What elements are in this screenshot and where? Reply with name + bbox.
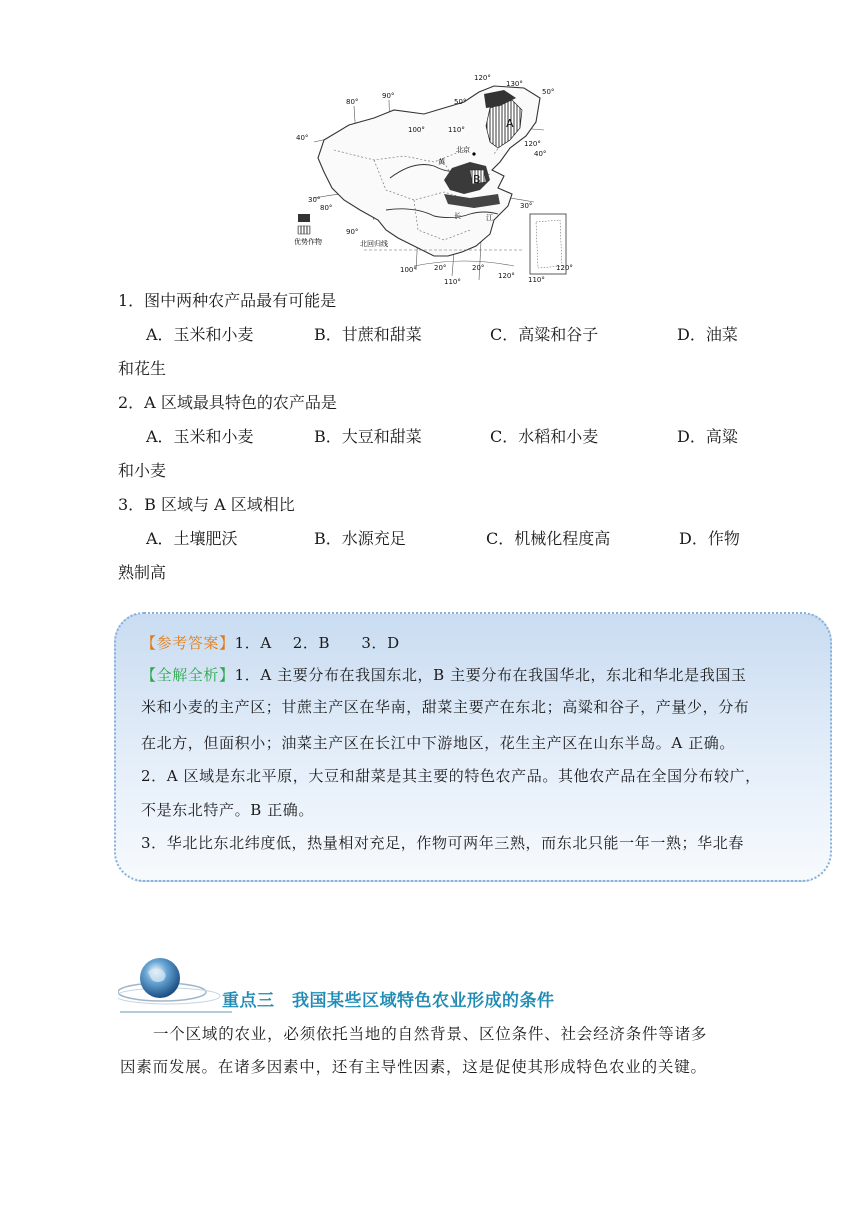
question-2-option-a: A．玉米和小麦 (146, 427, 254, 446)
svg-text:50°: 50° (454, 98, 467, 106)
svg-text:20°: 20° (472, 264, 485, 272)
answer-line (141, 632, 400, 654)
svg-text:120°: 120° (498, 272, 515, 280)
section-underline (120, 1011, 232, 1013)
region-b-label: B (473, 173, 481, 186)
svg-text:120°: 120° (556, 264, 573, 272)
region-a-label: A (506, 117, 514, 130)
svg-text:120°: 120° (474, 74, 491, 82)
analysis-text-1: 1．A 主要分布在我国东北，B 主要分布在我国华北，东北和华北是我国玉 (234, 666, 747, 684)
question-1-stem: 1．图中两种农产品最有可能是 (118, 291, 337, 310)
svg-text:100°: 100° (408, 126, 425, 134)
section-paragraph-line-2: 因素而发展。在诸多因素中，还有主导性因素，这是促使其形成特色农业的关键。 (120, 1058, 707, 1076)
legend-label: 优势作物 (294, 238, 322, 246)
analysis-line-3: 在北方，但面积小；油菜主产区在长江中下游地区，花生主产区在山东半岛。A 正确。 (141, 734, 736, 752)
section-paragraph-line-1: 一个区域的农业，必须依托当地的自然背景、区位条件、社会经济条件等诸多 (153, 1025, 708, 1043)
question-1-option-a: A．玉米和小麦 (146, 325, 254, 344)
question-2-option-b: B．大豆和甜菜 (314, 427, 422, 446)
svg-text:30°: 30° (520, 202, 533, 210)
legend-solid (298, 214, 310, 222)
analysis-line-1 (141, 664, 747, 686)
river-chang-1: 长 (454, 212, 461, 220)
question-2-continuation: 和小麦 (118, 461, 167, 480)
question-2-option-c: C．水稻和小麦 (490, 427, 599, 446)
svg-text:50°: 50° (542, 88, 555, 96)
svg-text:40°: 40° (534, 150, 547, 158)
analysis-line-4: 2．A 区域是东北平原，大豆和甜菜是其主要的特色农产品。其他农产品在全国分布较广， (141, 767, 761, 785)
svg-text:80°: 80° (346, 98, 359, 106)
svg-text:20°: 20° (434, 264, 447, 272)
svg-text:90°: 90° (346, 228, 359, 236)
analysis-line-2: 米和小麦的主产区；甘蔗主产区在华南，甜菜主要产在东北；高粱和谷子，产量少，分布 (141, 698, 750, 716)
svg-text:130°: 130° (506, 80, 523, 88)
question-3-option-d: D．作物 (679, 529, 740, 548)
section-title: 重点三 我国某些区域特色农业形成的条件 (222, 991, 555, 1011)
river-huang: 黄 (438, 158, 445, 166)
svg-text:80°: 80° (320, 204, 333, 212)
analysis-line-6: 3．华北比东北纬度低，热量相对充足，作物可两年三熟，而东北只能一年一熟；华北春 (141, 834, 744, 852)
svg-text:110°: 110° (528, 276, 545, 284)
city-beijing: 北京 (456, 146, 470, 154)
legend-hatched (298, 226, 310, 234)
question-2-option-d: D．高粱 (677, 427, 738, 446)
question-1-option-c: C．高粱和谷子 (490, 325, 599, 344)
question-1-option-b: B．甘蔗和甜菜 (314, 325, 422, 344)
svg-text:40°: 40° (296, 134, 309, 142)
china-crop-map (294, 70, 582, 286)
analysis-line-5: 不是东北特产。B 正确。 (141, 801, 314, 819)
svg-text:110°: 110° (448, 126, 465, 134)
question-3-option-b: B．水源充足 (314, 529, 406, 548)
question-3-option-a: A．土壤肥沃 (146, 529, 238, 548)
svg-text:30°: 30° (308, 196, 321, 204)
svg-text:120°: 120° (524, 140, 541, 148)
question-3-stem: 3．B 区域与 A 区域相比 (118, 495, 295, 514)
question-1-continuation: 和花生 (118, 359, 167, 378)
svg-text:110°: 110° (444, 278, 461, 286)
question-3-continuation: 熟制高 (118, 563, 167, 582)
question-1-option-d: D．油菜 (677, 325, 738, 344)
question-3-option-c: C．机械化程度高 (486, 529, 611, 548)
parallel-20 (414, 261, 514, 266)
analysis-tag: 【全解全析】 (141, 666, 235, 684)
answer-text: 1．A 2．B 3．D (234, 634, 400, 652)
beijing-dot (472, 152, 475, 155)
svg-text:100°: 100° (400, 266, 417, 274)
question-2-stem: 2．A 区域最具特色的农产品是 (118, 393, 337, 412)
svg-text:90°: 90° (382, 92, 395, 100)
tropic-label: 北回归线 (360, 240, 388, 248)
answer-tag: 【参考答案】 (141, 634, 235, 652)
river-chang-2: 江 (486, 214, 493, 222)
globe-icon (118, 950, 228, 1010)
